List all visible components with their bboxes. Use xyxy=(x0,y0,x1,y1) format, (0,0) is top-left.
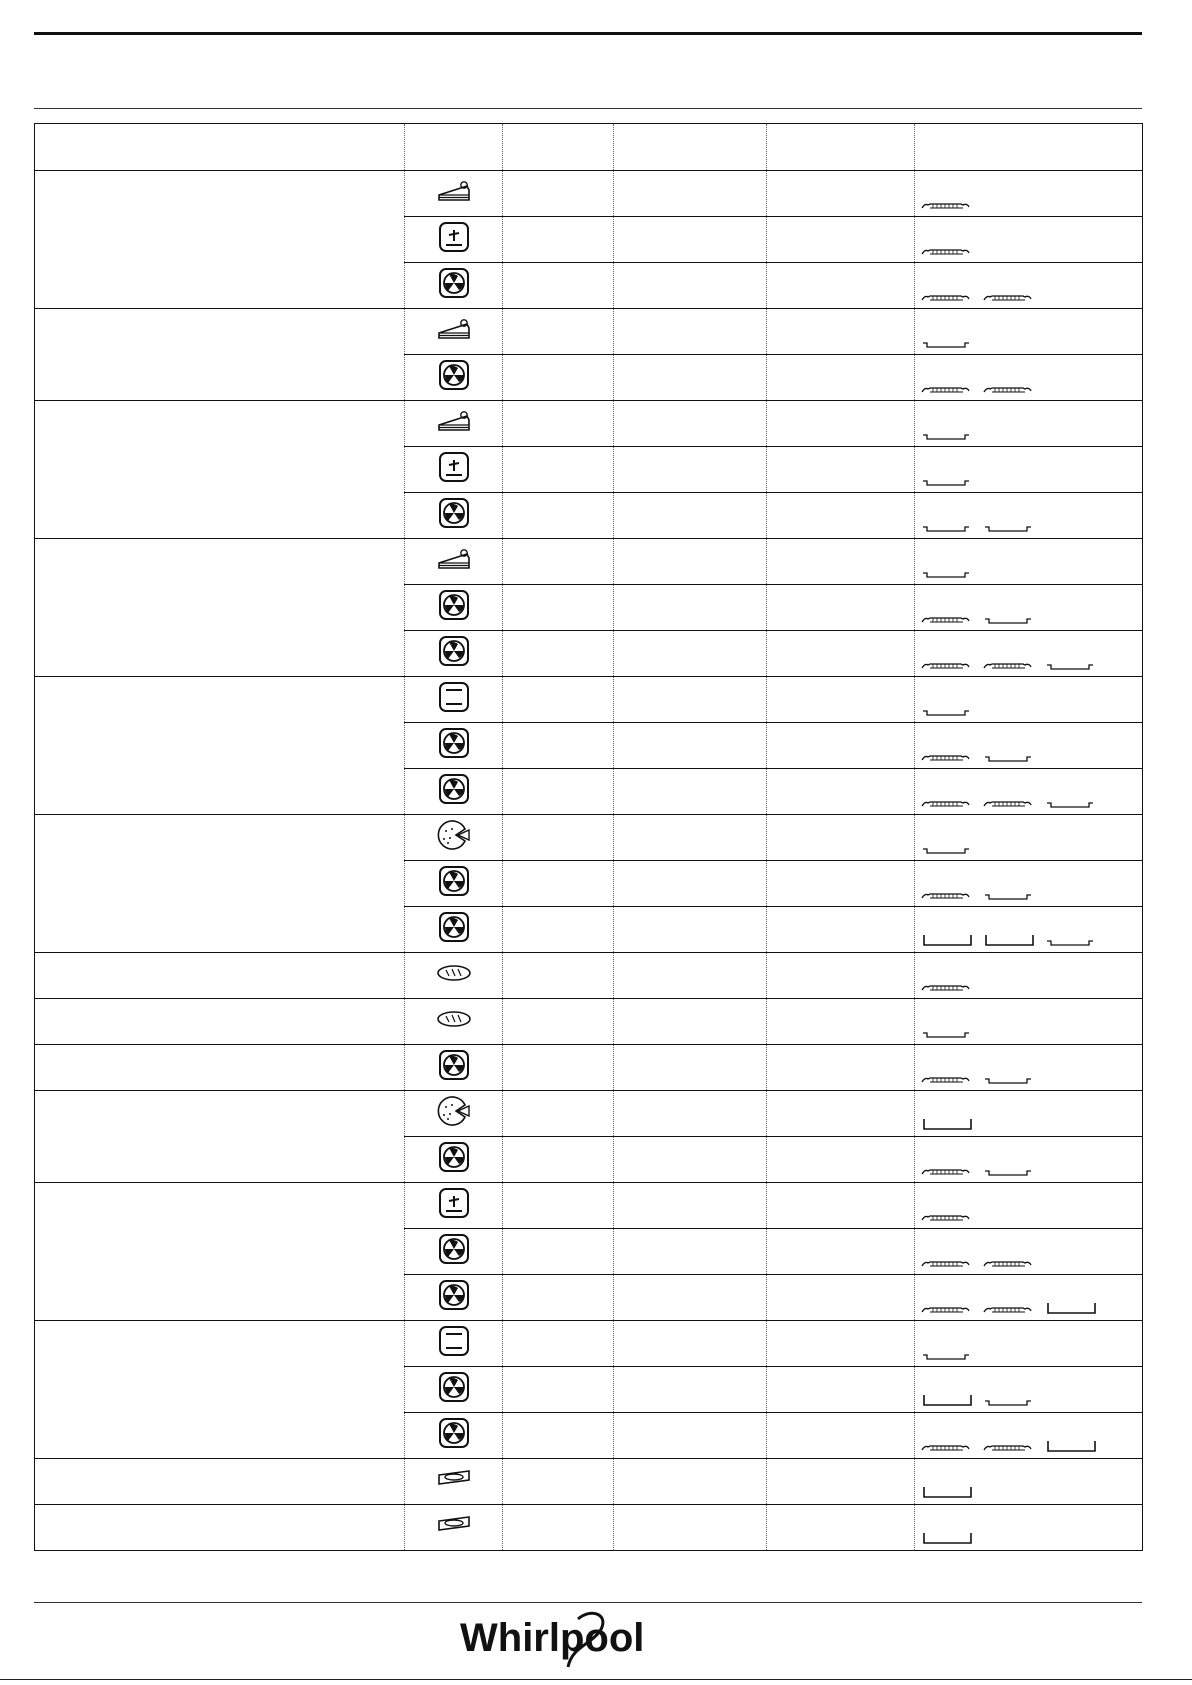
food-cell xyxy=(35,815,405,953)
value-cell xyxy=(503,493,614,539)
accessories-cell xyxy=(915,1045,1143,1091)
convection-fan-icon xyxy=(437,517,471,534)
wire-shelf-icon xyxy=(983,290,1037,308)
drip-pan-icon xyxy=(921,1531,975,1550)
value-cell xyxy=(614,677,767,723)
accessories-cell xyxy=(915,355,1143,401)
drip-pan-icon xyxy=(921,933,975,952)
wire-shelf-icon xyxy=(921,244,975,262)
function-cell xyxy=(405,769,503,815)
casserole-icon xyxy=(434,1525,474,1542)
value-cell xyxy=(767,447,915,493)
value-cell xyxy=(614,1275,767,1321)
casserole-icon xyxy=(434,1479,474,1496)
drip-pan-icon xyxy=(983,933,1037,952)
wire-shelf-icon xyxy=(921,1302,975,1320)
value-cell xyxy=(503,1183,614,1229)
forced-air-icon xyxy=(437,471,471,488)
baking-tray-icon xyxy=(983,1072,1037,1090)
function-cell xyxy=(405,815,503,861)
value-cell xyxy=(503,539,614,585)
baking-tray-icon xyxy=(921,842,975,860)
value-cell xyxy=(767,1183,915,1229)
value-cell xyxy=(767,539,915,585)
column-header xyxy=(767,124,915,171)
drip-pan-icon xyxy=(1045,1439,1099,1458)
function-cell xyxy=(405,1413,503,1459)
convection-fan-icon xyxy=(437,885,471,902)
accessories-cell xyxy=(915,217,1143,263)
accessories-cell xyxy=(915,1091,1143,1137)
table-row xyxy=(35,1459,1143,1505)
value-cell xyxy=(503,1091,614,1137)
function-cell xyxy=(405,1091,503,1137)
baking-tray-icon xyxy=(1045,796,1099,814)
baking-tray-icon xyxy=(921,566,975,584)
value-cell xyxy=(767,815,915,861)
value-cell xyxy=(614,493,767,539)
table-row xyxy=(35,677,1143,723)
value-cell xyxy=(503,677,614,723)
value-cell xyxy=(503,1367,614,1413)
wire-shelf-icon xyxy=(921,1210,975,1228)
value-cell xyxy=(503,1321,614,1367)
accessories-cell xyxy=(915,309,1143,355)
table-row xyxy=(35,999,1143,1045)
accessories-cell xyxy=(915,1459,1143,1505)
value-cell xyxy=(614,263,767,309)
cooking-table xyxy=(34,123,1143,1551)
baking-tray-icon xyxy=(921,336,975,354)
table-row xyxy=(35,953,1143,999)
wire-shelf-icon xyxy=(983,1256,1037,1274)
function-cell xyxy=(405,861,503,907)
wire-shelf-icon xyxy=(983,796,1037,814)
value-cell xyxy=(614,355,767,401)
food-cell xyxy=(35,677,405,815)
accessories-cell xyxy=(915,907,1143,953)
value-cell xyxy=(767,1275,915,1321)
function-cell xyxy=(405,1275,503,1321)
value-cell xyxy=(767,953,915,999)
food-cell xyxy=(35,999,405,1045)
value-cell xyxy=(614,861,767,907)
value-cell xyxy=(614,217,767,263)
drip-pan-icon xyxy=(1045,1301,1099,1320)
column-header xyxy=(35,124,405,171)
value-cell xyxy=(767,355,915,401)
cake-icon xyxy=(434,331,474,348)
value-cell xyxy=(767,677,915,723)
function-cell xyxy=(405,631,503,677)
convection-fan-icon xyxy=(437,379,471,396)
forced-air-icon xyxy=(437,241,471,258)
accessories-cell xyxy=(915,861,1143,907)
food-cell xyxy=(35,1183,405,1321)
function-cell xyxy=(405,1505,503,1551)
accessories-cell xyxy=(915,1505,1143,1551)
wire-shelf-icon xyxy=(921,382,975,400)
function-cell xyxy=(405,1229,503,1275)
value-cell xyxy=(614,585,767,631)
accessories-cell xyxy=(915,447,1143,493)
function-cell xyxy=(405,217,503,263)
column-header xyxy=(503,124,614,171)
footer-rule xyxy=(34,1602,1142,1603)
accessories-cell xyxy=(915,1137,1143,1183)
cake-icon xyxy=(434,561,474,578)
value-cell xyxy=(767,1321,915,1367)
value-cell xyxy=(767,401,915,447)
function-cell xyxy=(405,355,503,401)
value-cell xyxy=(614,401,767,447)
baking-tray-icon xyxy=(1045,934,1099,952)
baking-tray-icon xyxy=(983,1394,1037,1412)
accessories-cell xyxy=(915,1367,1143,1413)
food-cell xyxy=(35,309,405,401)
function-cell xyxy=(405,677,503,723)
food-cell xyxy=(35,539,405,677)
table-row xyxy=(35,401,1143,447)
value-cell xyxy=(503,447,614,493)
convection-fan-icon xyxy=(437,793,471,810)
function-cell xyxy=(405,171,503,217)
page-edge-rule xyxy=(0,1679,1192,1680)
value-cell xyxy=(503,1505,614,1551)
value-cell xyxy=(503,585,614,631)
convection-fan-icon xyxy=(437,1069,471,1086)
accessories-cell xyxy=(915,1183,1143,1229)
baking-tray-icon xyxy=(983,888,1037,906)
value-cell xyxy=(503,217,614,263)
value-cell xyxy=(503,309,614,355)
food-cell xyxy=(35,401,405,539)
value-cell xyxy=(614,1229,767,1275)
value-cell xyxy=(503,171,614,217)
pizza-icon xyxy=(434,839,474,856)
function-cell xyxy=(405,263,503,309)
value-cell xyxy=(614,723,767,769)
value-cell xyxy=(614,539,767,585)
wire-shelf-icon xyxy=(983,1302,1037,1320)
table-row xyxy=(35,1183,1143,1229)
baking-tray-icon xyxy=(921,704,975,722)
pizza-icon xyxy=(434,1115,474,1132)
table-row xyxy=(35,171,1143,217)
accessories-cell xyxy=(915,263,1143,309)
accessories-cell xyxy=(915,769,1143,815)
bread-icon xyxy=(434,972,474,989)
value-cell xyxy=(503,907,614,953)
value-cell xyxy=(503,1045,614,1091)
accessories-cell xyxy=(915,953,1143,999)
cake-icon xyxy=(434,423,474,440)
value-cell xyxy=(614,1413,767,1459)
function-cell xyxy=(405,723,503,769)
value-cell xyxy=(503,631,614,677)
conventional-icon xyxy=(437,701,471,718)
baking-tray-icon xyxy=(921,1026,975,1044)
value-cell xyxy=(503,401,614,447)
function-cell xyxy=(405,1183,503,1229)
wire-shelf-icon xyxy=(921,1072,975,1090)
value-cell xyxy=(614,309,767,355)
top-rule xyxy=(34,32,1142,35)
value-cell xyxy=(767,1505,915,1551)
function-cell xyxy=(405,493,503,539)
food-cell xyxy=(35,953,405,999)
function-cell xyxy=(405,1137,503,1183)
wire-shelf-icon xyxy=(921,290,975,308)
value-cell xyxy=(614,907,767,953)
value-cell xyxy=(503,1459,614,1505)
function-cell xyxy=(405,1045,503,1091)
baking-tray-icon xyxy=(983,750,1037,768)
table-row xyxy=(35,815,1143,861)
wire-shelf-icon xyxy=(921,888,975,906)
convection-fan-icon xyxy=(437,747,471,764)
wire-shelf-icon xyxy=(921,198,975,216)
value-cell xyxy=(614,171,767,217)
convection-fan-icon xyxy=(437,655,471,672)
function-cell xyxy=(405,907,503,953)
baking-tray-icon xyxy=(1045,658,1099,676)
value-cell xyxy=(614,1367,767,1413)
value-cell xyxy=(767,217,915,263)
value-cell xyxy=(767,171,915,217)
value-cell xyxy=(614,769,767,815)
value-cell xyxy=(767,1091,915,1137)
table-body xyxy=(35,171,1143,1551)
food-cell xyxy=(35,1321,405,1459)
accessories-cell xyxy=(915,401,1143,447)
function-cell xyxy=(405,585,503,631)
wire-shelf-icon xyxy=(983,382,1037,400)
accessories-cell xyxy=(915,1229,1143,1275)
value-cell xyxy=(614,447,767,493)
wire-shelf-icon xyxy=(921,750,975,768)
accessories-cell xyxy=(915,999,1143,1045)
table-row xyxy=(35,1045,1143,1091)
wire-shelf-icon xyxy=(921,658,975,676)
bread-icon xyxy=(434,1018,474,1035)
accessories-cell xyxy=(915,1321,1143,1367)
value-cell xyxy=(503,1275,614,1321)
baking-tray-icon xyxy=(921,1348,975,1366)
conventional-icon xyxy=(437,1345,471,1362)
function-cell xyxy=(405,1321,503,1367)
function-cell xyxy=(405,401,503,447)
table-row xyxy=(35,309,1143,355)
accessories-cell xyxy=(915,171,1143,217)
function-cell xyxy=(405,953,503,999)
value-cell xyxy=(767,585,915,631)
wire-shelf-icon xyxy=(921,980,975,998)
value-cell xyxy=(503,1413,614,1459)
value-cell xyxy=(614,999,767,1045)
value-cell xyxy=(503,953,614,999)
value-cell xyxy=(767,1229,915,1275)
accessories-cell xyxy=(915,1413,1143,1459)
function-cell xyxy=(405,999,503,1045)
accessories-cell xyxy=(915,493,1143,539)
accessories-cell xyxy=(915,631,1143,677)
value-cell xyxy=(767,309,915,355)
value-cell xyxy=(614,1459,767,1505)
wire-shelf-icon xyxy=(983,1440,1037,1458)
convection-fan-icon xyxy=(437,1253,471,1270)
food-cell xyxy=(35,1091,405,1183)
value-cell xyxy=(614,815,767,861)
wire-shelf-icon xyxy=(921,1256,975,1274)
function-cell xyxy=(405,539,503,585)
value-cell xyxy=(614,631,767,677)
table-row xyxy=(35,539,1143,585)
drip-pan-icon xyxy=(921,1117,975,1136)
baking-tray-icon xyxy=(921,520,975,538)
value-cell xyxy=(503,1229,614,1275)
drip-pan-icon xyxy=(921,1485,975,1504)
baking-tray-icon xyxy=(921,474,975,492)
value-cell xyxy=(614,1505,767,1551)
value-cell xyxy=(503,263,614,309)
table-header-row xyxy=(35,124,1143,171)
table-row xyxy=(35,1505,1143,1551)
forced-air-icon xyxy=(437,1207,471,1224)
value-cell xyxy=(614,953,767,999)
column-header xyxy=(614,124,767,171)
value-cell xyxy=(503,355,614,401)
accessories-cell xyxy=(915,1275,1143,1321)
accessories-cell xyxy=(915,677,1143,723)
food-cell xyxy=(35,171,405,309)
wire-shelf-icon xyxy=(921,796,975,814)
value-cell xyxy=(503,999,614,1045)
food-cell xyxy=(35,1505,405,1551)
value-cell xyxy=(614,1045,767,1091)
value-cell xyxy=(767,263,915,309)
accessories-cell xyxy=(915,723,1143,769)
baking-tray-icon xyxy=(921,428,975,446)
value-cell xyxy=(767,769,915,815)
baking-tray-icon xyxy=(983,520,1037,538)
value-cell xyxy=(503,861,614,907)
convection-fan-icon xyxy=(437,931,471,948)
value-cell xyxy=(614,1321,767,1367)
cake-icon xyxy=(434,193,474,210)
baking-tray-icon xyxy=(983,1164,1037,1182)
header-rule xyxy=(34,108,1142,109)
value-cell xyxy=(614,1183,767,1229)
convection-fan-icon xyxy=(437,1437,471,1454)
drip-pan-icon xyxy=(921,1393,975,1412)
baking-tray-icon xyxy=(983,612,1037,630)
accessories-cell xyxy=(915,539,1143,585)
convection-fan-icon xyxy=(437,609,471,626)
value-cell xyxy=(614,1137,767,1183)
value-cell xyxy=(767,631,915,677)
food-cell xyxy=(35,1459,405,1505)
value-cell xyxy=(767,861,915,907)
convection-fan-icon xyxy=(437,287,471,304)
accessories-cell xyxy=(915,815,1143,861)
table-row xyxy=(35,1091,1143,1137)
column-header xyxy=(915,124,1143,171)
accessories-cell xyxy=(915,585,1143,631)
value-cell xyxy=(503,1137,614,1183)
logo-text: Whirlpool xyxy=(460,1616,645,1660)
convection-fan-icon xyxy=(437,1299,471,1316)
value-cell xyxy=(767,1367,915,1413)
value-cell xyxy=(767,1045,915,1091)
value-cell xyxy=(767,493,915,539)
value-cell xyxy=(767,1459,915,1505)
value-cell xyxy=(614,1091,767,1137)
wire-shelf-icon xyxy=(921,1164,975,1182)
whirlpool-logo xyxy=(460,1607,690,1677)
wire-shelf-icon xyxy=(921,612,975,630)
value-cell xyxy=(503,769,614,815)
function-cell xyxy=(405,1367,503,1413)
function-cell xyxy=(405,309,503,355)
convection-fan-icon xyxy=(437,1391,471,1408)
convection-fan-icon xyxy=(437,1161,471,1178)
wire-shelf-icon xyxy=(921,1440,975,1458)
column-header xyxy=(405,124,503,171)
value-cell xyxy=(503,723,614,769)
function-cell xyxy=(405,1459,503,1505)
value-cell xyxy=(767,907,915,953)
value-cell xyxy=(767,723,915,769)
value-cell xyxy=(767,1137,915,1183)
value-cell xyxy=(767,1413,915,1459)
value-cell xyxy=(767,999,915,1045)
food-cell xyxy=(35,1045,405,1091)
table-row xyxy=(35,1321,1143,1367)
wire-shelf-icon xyxy=(983,658,1037,676)
value-cell xyxy=(503,815,614,861)
function-cell xyxy=(405,447,503,493)
